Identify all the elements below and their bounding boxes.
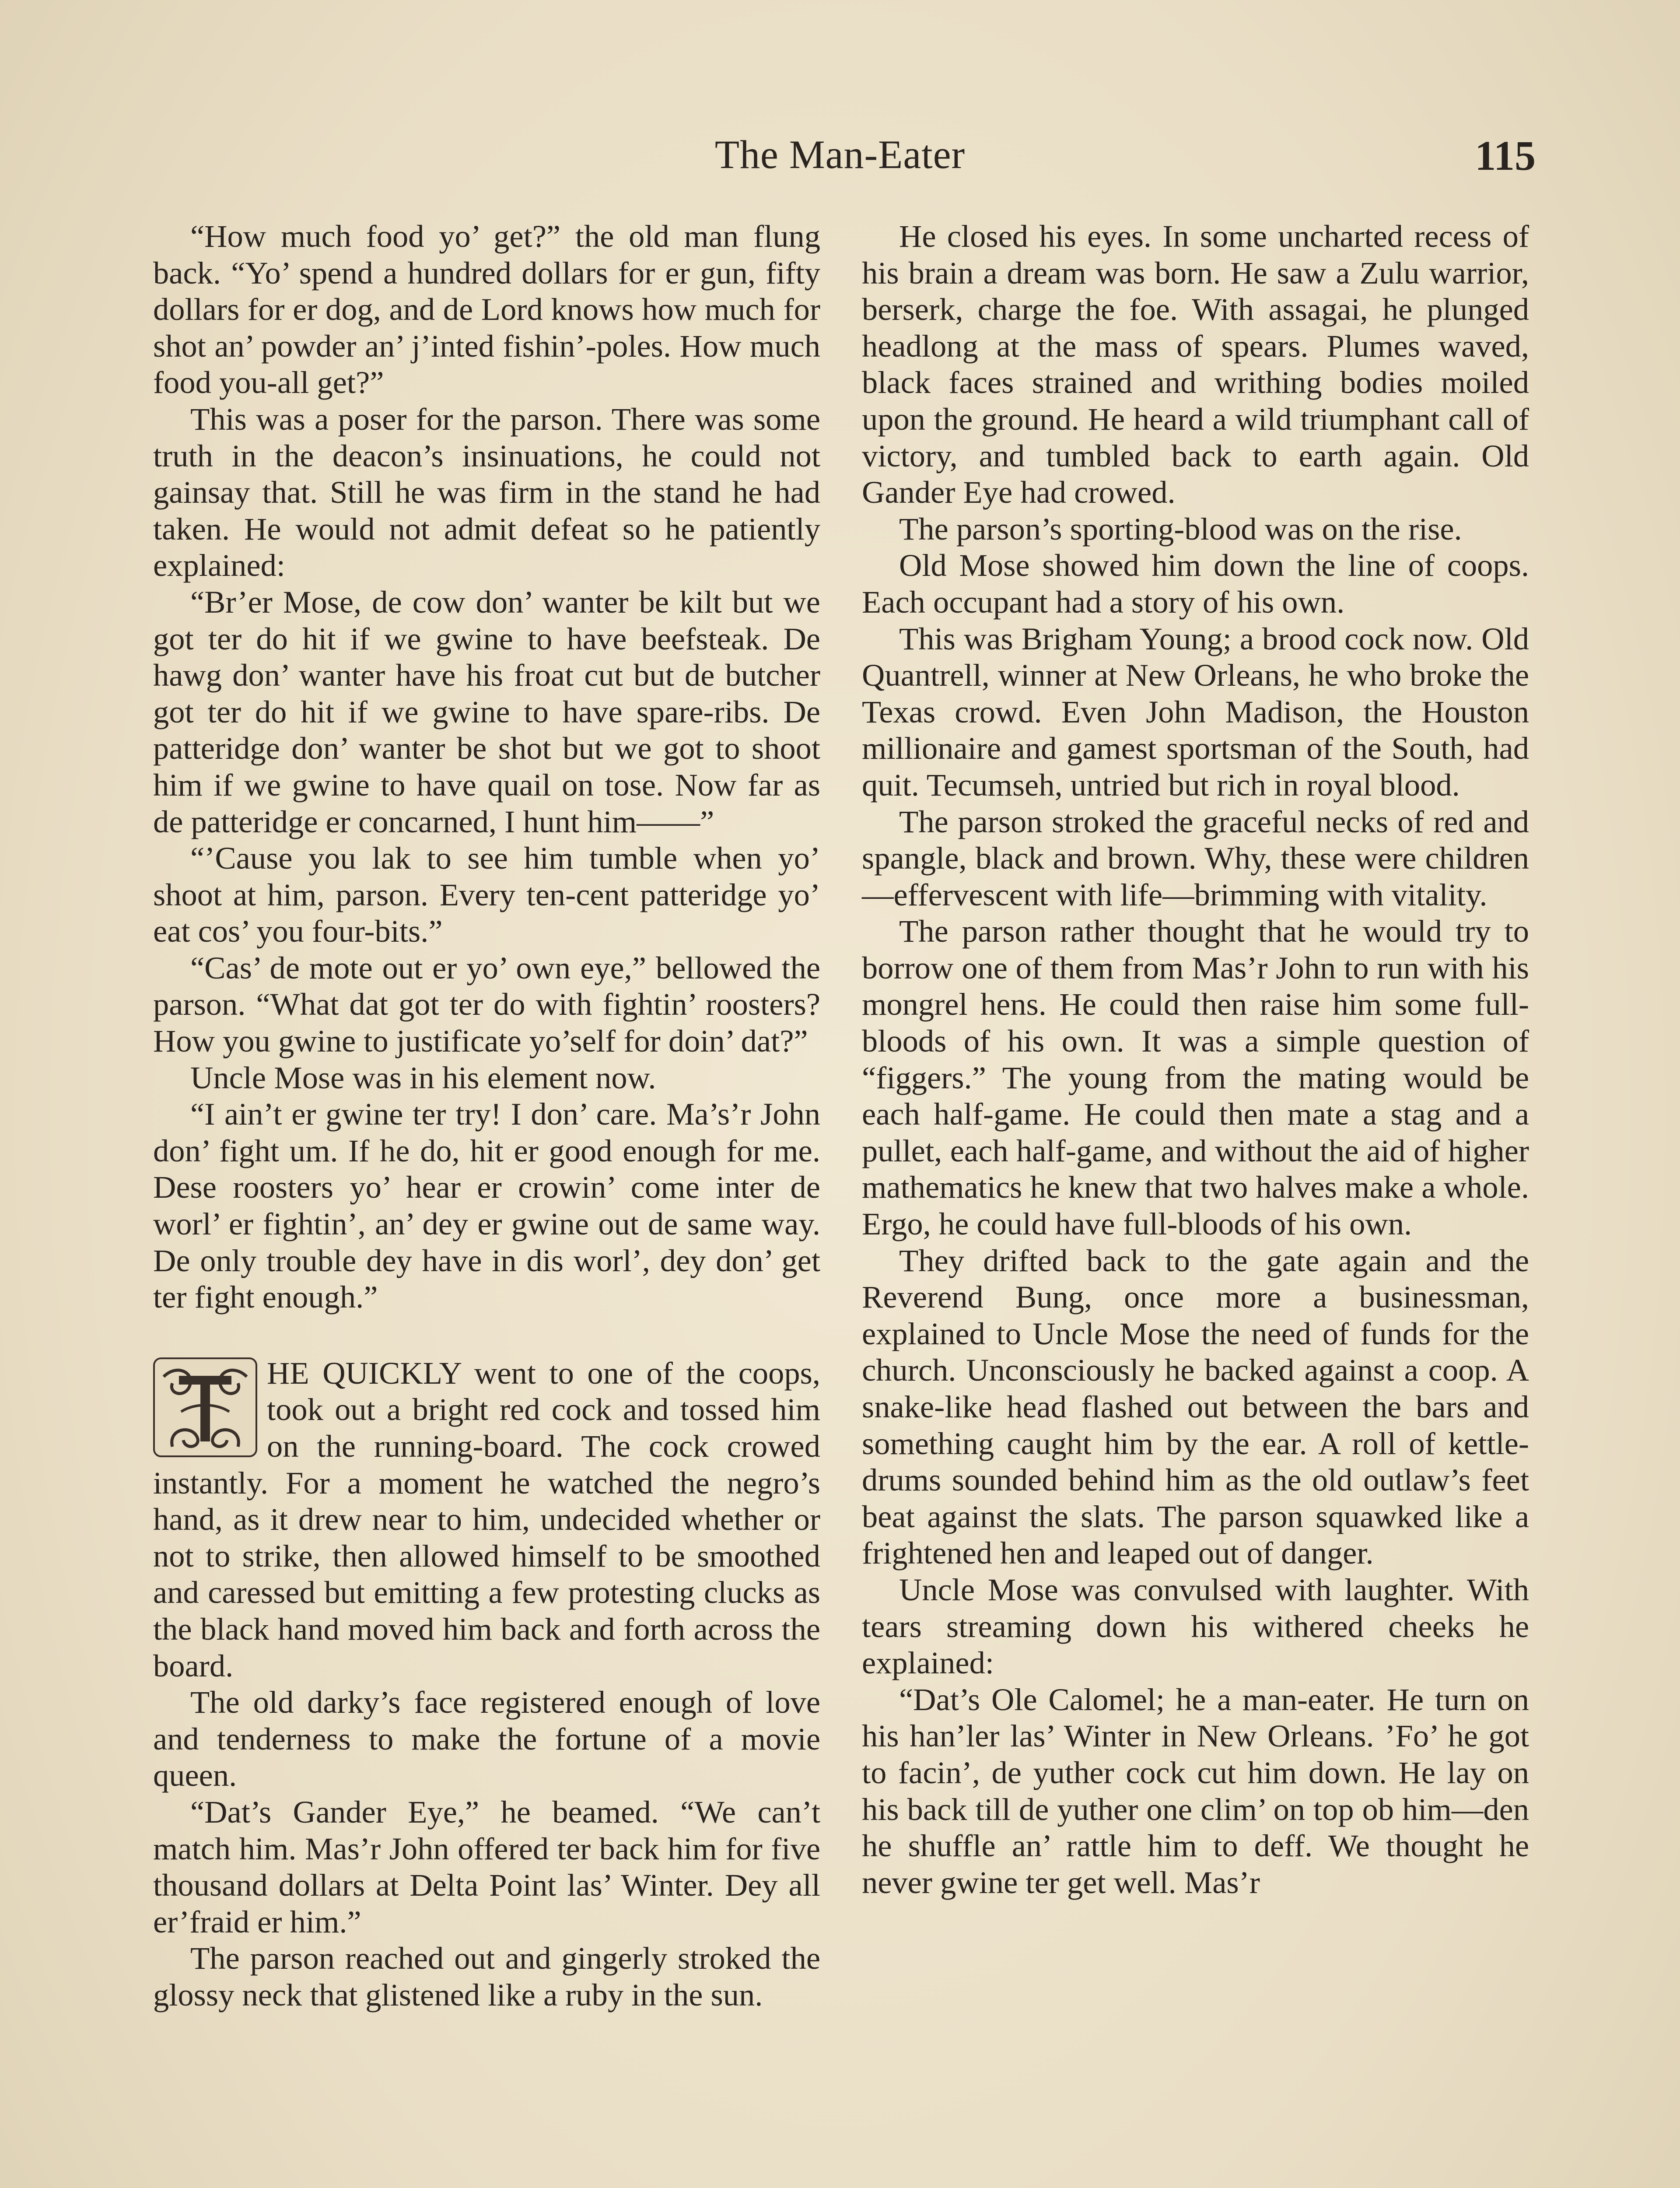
paragraph: Uncle Mose was in his element now. [190,1059,656,1095]
paragraph: The old darky’s face registered enough of love and tenderness to make the fortune of a movie queen. [153,1684,820,1793]
paragraph: “’Cause you lak to see him tumble when yo’ shoot at him, parson. Every ten-cent patteridge yo’ eat cos’ you four-bits.” [153,840,820,949]
ornamental-dropcap [153,1357,257,1457]
paragraph: “I ain’t er gwine ter try! I don’ care. Ma’s’r John don’ fight um. If he do, hit er good enough for me. Dese roosters yo’ hear er crowin’ come inter de worl’ er fightin’, an’ dey er gwine out de same way. De only trouble dey have in dis worl’, dey don’ get ter fight enough.” [153,1096,820,1315]
paragraph: This was Brigham Young; a brood cock now. Old Quantrell, winner at New Orleans, he who broke the Texas crowd. Even John Madison, the Houston millionaire and gamest sportsman of the South, had quit. Tecumseh, untried but rich in royal blood. [862,621,1529,803]
paragraph: Uncle Mose was convulsed with laughter. With tears streaming down his withered cheeks he explained: [862,1571,1529,1681]
paragraph: The parson reached out and gingerly stroked the glossy neck that glistened like a ruby in the sun. [153,1940,820,2013]
dropcap-ornament-icon [155,1359,256,1455]
paragraph: This was a poser for the parson. There was some truth in the deacon’s insinuations, he could not gainsay that. Still he was firm in the stand he had taken. He would not admit defeat so he patiently explained: [153,401,820,583]
right-column [862,218,1529,1900]
paragraph: “Dat’s Ole Calomel; he a man-eater. He turn on his han’ler las’ Winter in New Orleans. ’Fo’ he got to facin’, de yuther cock cut him down. He lay on his back till de yuther one clim’ on top ob him—den he shuffle an’ rattle him to deff. We thought he never gwine ter get well. Mas’r [862,1681,1529,1900]
paragraph: They drifted back to the gate again and the Reverend Bung, once more a businessman, explained to Uncle Mose the need of funds for the church. Unconsciously he backed against a coop. A snake-like head flashed out between the bars and something caught him by the ear. A roll of kettle-drums sounded behind him as the old outlaw’s feet beat against the slats. The parson squawked like a frightened hen and leaped out of danger. [862,1242,1529,1571]
paragraph: He closed his eyes. In some uncharted recess of his brain a dream was born. He saw a Zulu warrior, berserk, charge the foe. With assagai, he plunged headlong at the mass of spears. Plumes waved, black faces strained and writhing bodies moiled upon the ground. He heard a wild triumphant call of victory, and tumbled back to earth again. Old Gander Eye had crowed. [862,218,1529,510]
paragraph: The parson stroked the graceful necks of red and spangle, black and brown. Why, these were children—effervescent with life—brimming with vitality. [862,803,1529,912]
paragraph: The parson rather thought that he would try to borrow one of them from Mas’r John to run with his mongrel hens. He could then raise him some full-bloods of his own. It was a simple question of “figgers.” The young from the mating would be each half-game. He could then mate a stag and a pullet, each half-game, and without the aid of higher mathematics he knew that two halves make a whole. Ergo, he could have full-bloods of his own. [862,913,1529,1242]
paragraph: “Cas’ de mote out er yo’ own eye,” bellowed the parson. “What dat got ter do with fightin’ roosters? How you gwine to justificate yo’self for doin’ dat?” [153,950,820,1059]
paragraph-text: HE QUICKLY went to one of the coops, took out a bright red cock and tossed him on the running-board. The cock crowed instantly. For a moment he watched the negro’s hand, as it drew near to him, undecided whether or not to strike, then allowed himself to be smoothed and caressed but emitting a few protesting clucks as the black hand moved him back and forth across the board. [153,1355,820,1683]
paragraph: Old Mose showed him down the line of coops. Each occupant had a story of his own. [862,547,1529,620]
section-first-paragraph [153,1355,820,1684]
paragraph: “Dat’s Gander Eye,” he beamed. “We can’t match him. Mas’r John offered ter back him for five thousand dollars at Delta Point las’ Winter. Dey all er’fraid er him.” [153,1794,820,1939]
paragraph: “Br’er Mose, de cow don’ wanter be kilt but we got ter do hit if we gwine to have beefsteak. De hawg don’ wanter have his froat cut but de butcher got ter do hit if we gwine to have spare-ribs. De patteridge don’ wanter be shot but we got to shoot him if we gwine to have quail on tose. Now far as de patteridge er concarned, I hunt him——” [153,584,820,839]
paragraph: “How much food yo’ get?” the old man flung back. “Yo’ spend a hundred dollars for er gun, fifty dollars for er dog, and de Lord knows how much for shot an’ powder an’ j’inted fishin’-poles. How much food you-all get?” [153,218,820,400]
page-number: 115 [1475,132,1536,179]
left-column [153,218,820,2013]
paragraph: The parson’s sporting-blood was on the rise. [899,511,1462,547]
running-title: The Man-Eater [714,132,966,177]
